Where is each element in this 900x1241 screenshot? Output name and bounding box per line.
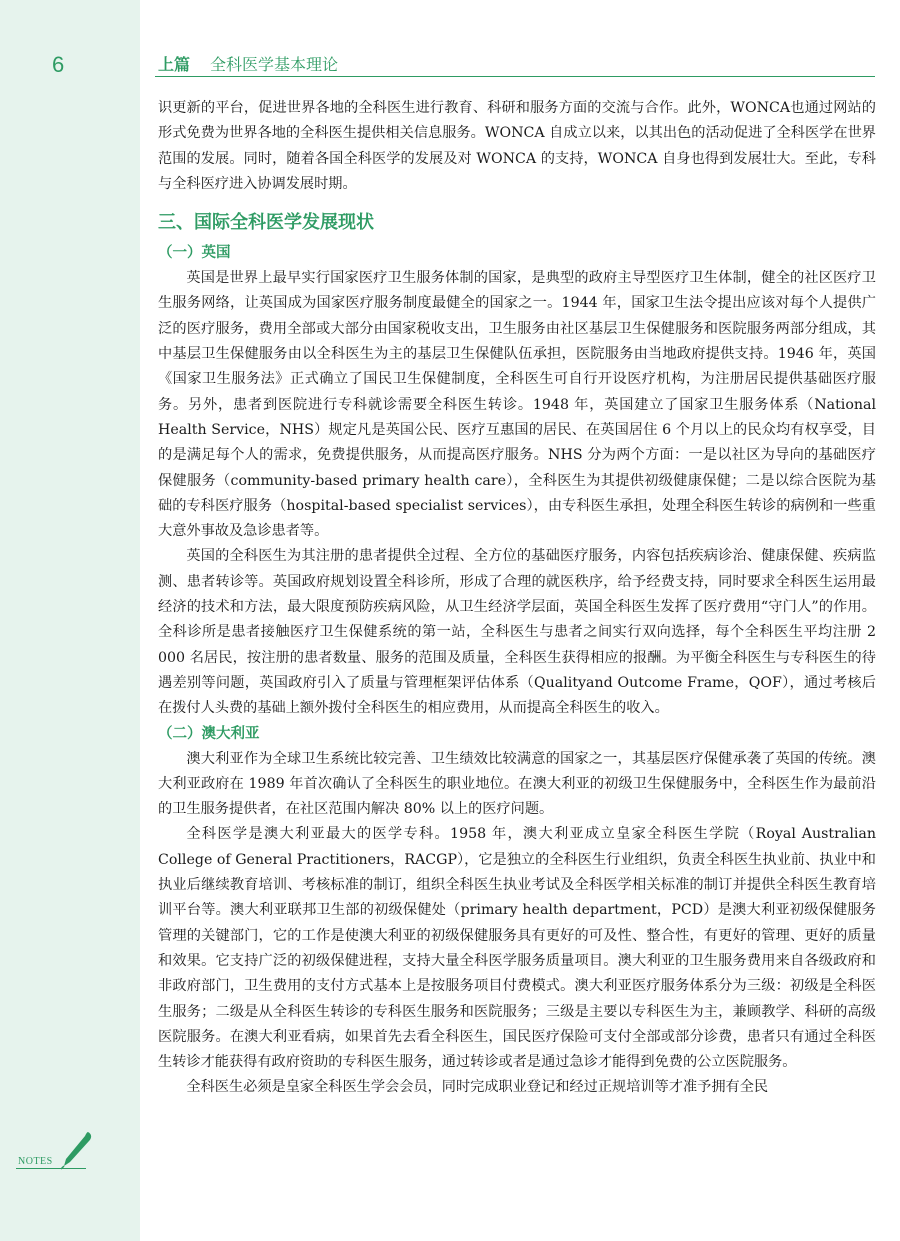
side-margin-band [0,0,140,1241]
section-heading: 三、国际全科医学发展现状 [158,212,374,234]
paragraph-uk-1: 英国是世界上最早实行国家医疗卫生服务体制的国家，是典型的政府主导型医疗卫生体制，健全的社区医疗卫生服务网络，让英国成为国家医疗服务制度最健全的国家之一。1944 年，国家卫生法令提出应该对每个人提供广泛的医疗服务，费用全部或大部分由国家税收支出，卫生服务由社区基层卫生保健服务和医院服务两部分组成，其中基层卫生保健服务由以全科医生为主的基层卫生保健队伍承担，医院服务由当地政府提供支持。1946 年，英国《国家卫生服务法》正式确立了国民卫生保健制度，全科医生可自行开设医疗机构，为注册居民提供基础医疗服务。另外，患者到医院进行专科就诊需要全科医生转诊。1948 年，英国建立了国家卫生服务体系（National Health Service，NHS）规定凡是英国公民、医疗互惠国的居民、在英国居住 6 个月以上的民众均有权享受，目的是满足每个人的需求，免费提供服务，从而提高医疗服务。NHS 分为两个方面：一是以社区为导向的基础医疗保健服务（community-based primary health care），全科医生为其提供初级健康保健；二是以综合医院为基础的专科医疗服务（hospital-based specialist services），由专科医生承担，处理全科医生转诊的病例和一些重大意外事故及急诊患者等。 [158,270,876,540]
pen-icon [58,1130,94,1170]
paragraph-uk-2: 英国的全科医生为其注册的患者提供全过程、全方位的基础医疗服务，内容包括疾病诊治、健康保健、疾病监测、患者转诊等。英国政府规划设置全科诊所，形成了合理的就医秩序，给予经费支持，同时要求全科医生运用最经济的技术和方法，最大限度预防疾病风险，从卫生经济学层面，英国全科医生发挥了医疗费用“守门人”的作用。全科诊所是患者接触医疗卫生保健系统的第一站，全科医生与患者之间实行双向选择，每个全科医生平均注册 2 000 名居民，按注册的患者数量、服务的范围及质量，全科医生获得相应的报酬。为平衡全科医生与专科医生的待遇差别等问题，英国政府引入了质量与管理框架评估体系（Qualityand Outcome Frame，QOF），通过考核后在拨付人头费的基础上额外拨付全科医生的相应费用，从而提高全科医生的收入。 [158,548,876,717]
page-content [158,96,876,1101]
page-header [0,0,900,86]
header-rule [155,76,875,77]
header-section: 上篇 [158,55,191,74]
subheading-australia: （二）澳大利亚 [158,725,260,742]
paragraph-australia-1: 澳大利亚作为全球卫生系统比较完善、卫生绩效比较满意的国家之一，其基层医疗保健承袭了英国的传统。澳大利亚政府在 1989 年首次确认了全科医生的职业地位。在澳大利亚的初级卫生保健服务中，全科医生作为最前沿的卫生服务提供者，在社区范围内解决 80% 以上的医疗问题。 [158,750,876,818]
notes-label: NOTES [18,1156,53,1167]
paragraph-australia-2: 全科医学是澳大利亚最大的医学专科。1958 年，澳大利亚成立皇家全科医生学院（Royal Australian College of General Practitioners，RACGP），它是独立的全科医生行业组织，负责全科医生执业前、执业中和执业后继续教育培训、考核标准的制订，组织全科医生执业考试及全科医学相关标准的制订并提供全科医生教育培训平台等。澳大利亚联邦卫生部的初级保健处（primary health department，PCD）是澳大利亚初级保健服务管理的关键部门，它的工作是使澳大利亚的初级保健服务具有更好的可及性、整合性，有更好的管理、更好的质量和效果。它支持广泛的初级保健进程，支持大量全科医学服务质量项目。澳大利亚的卫生服务费用来自各级政府和非政府部门，卫生费用的支付方式基本上是按服务项目付费模式。澳大利亚医疗服务体系分为三级：初级是全科医生服务；二级是从全科医生转诊的专科医生服务和医院服务；三级是主要以专科医生为主，兼顾教学、科研的高级医院服务。在澳大利亚看病，如果首先去看全科医生，国民医疗保险可支付全部或部分诊费，患者只有通过全科医生转诊才能获得有政府资助的专科医生服务，通过转诊或者是通过急诊才能得到免费的公立医院服务。 [158,826,876,1071]
paragraph-australia-3: 全科医生必须是皇家全科医生学会会员，同时完成职业登记和经过正规培训等才准予拥有全民 [186,1079,769,1096]
page-number: 6 [52,52,65,77]
subheading-uk: （一）英国 [158,245,231,262]
paragraph-intro: 识更新的平台，促进世界各地的全科医生进行教育、科研和服务方面的交流与合作。此外，WONCA也通过网站的形式免费为世界各地的全科医生提供相关信息服务。WONCA 自成立以来，以其出色的活动促进了全科医学在世界范围的发展。同时，随着各国全科医学的发展及对 WONCA 的支持，WONCA 自身也得到发展壮大。至此，专科与全科医疗进入协调发展时期。 [158,100,876,192]
header-title: 全科医学基本理论 [210,55,339,74]
